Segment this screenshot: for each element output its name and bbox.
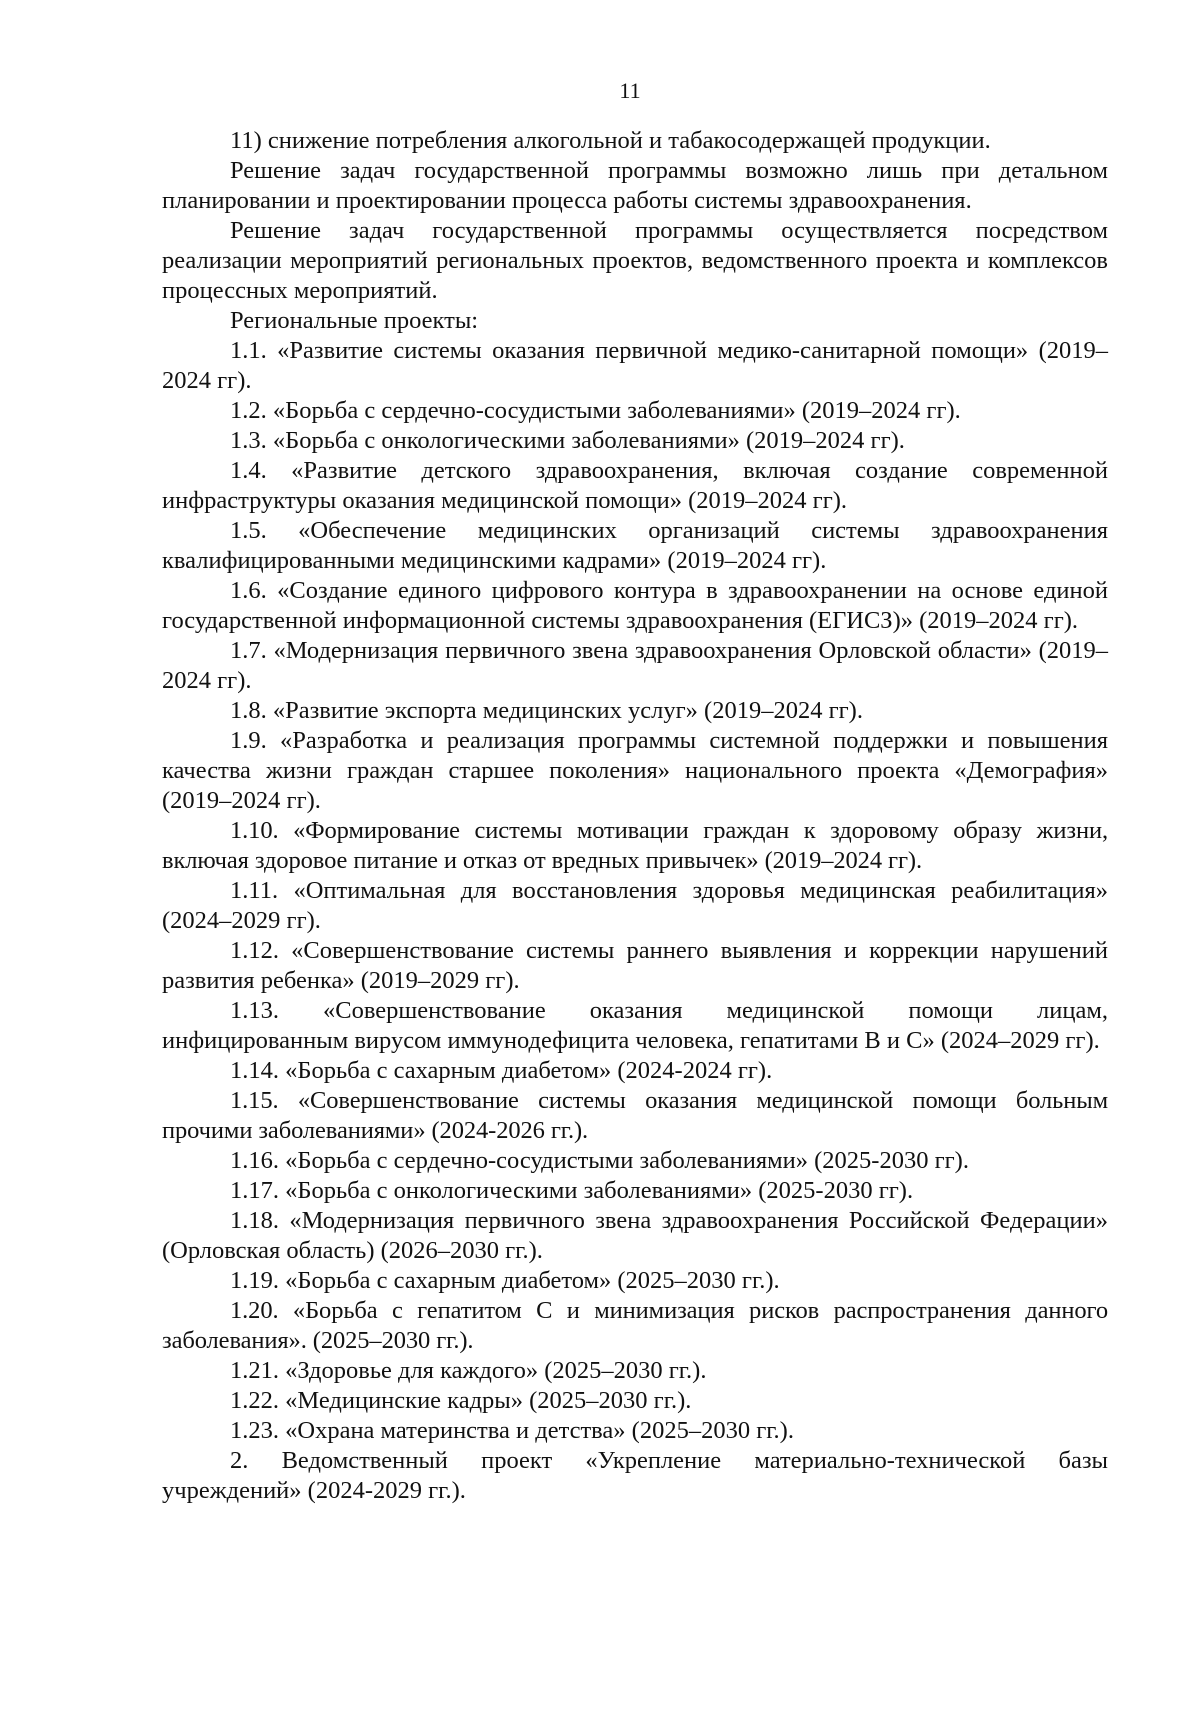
project-item-1-22: 1.22. «Медицинские кадры» (2025–2030 гг.).: [230, 1387, 692, 1414]
project-item-1-15: 1.15. «Совершенствование системы оказания медицинской помощи больным прочими заболеваниями» (2024-2026 гг.).: [162, 1087, 1108, 1144]
project-item-1-14: 1.14. «Борьба с сахарным диабетом» (2024-2024 гг).: [230, 1057, 773, 1084]
paragraph-item-11: 11) снижение потребления алкогольной и табакосодержащей продукции.: [230, 127, 991, 154]
project-item-1-21: 1.21. «Здоровье для каждого» (2025–2030 гг.).: [230, 1357, 707, 1384]
project-item-1-12: 1.12. «Совершенствование системы раннего выявления и коррекции нарушений развития ребенка» (2019–2029 гг).: [162, 937, 1108, 994]
project-item-1-3: 1.3. «Борьба с онкологическими заболеваниями» (2019–2024 гг).: [230, 427, 905, 454]
project-item-1-5: 1.5. «Обеспечение медицинских организаций системы здравоохранения квалифицированными медицинскими кадрами» (2019–2024 гг).: [162, 517, 1108, 574]
project-item-1-11: 1.11. «Оптимальная для восстановления здоровья медицинская реабилитация» (2024–2029 гг).: [162, 877, 1108, 934]
paragraph-program-planning: Решение задач государственной программы возможно лишь при детальном планировании и проектировании процесса работы системы здравоохранения.: [162, 157, 1108, 214]
project-item-1-7: 1.7. «Модернизация первичного звена здравоохранения Орловской области» (2019–2024 гг).: [162, 637, 1108, 694]
document-body: [162, 126, 1108, 1506]
project-item-1-2: 1.2. «Борьба с сердечно-сосудистыми заболеваниями» (2019–2024 гг).: [230, 397, 961, 424]
project-item-1-17: 1.17. «Борьба с онкологическими заболеваниями» (2025-2030 гг).: [230, 1177, 914, 1204]
project-item-1-18: 1.18. «Модернизация первичного звена здравоохранения Российской Федерации» (Орловская область) (2026–2030 гг.).: [162, 1207, 1108, 1264]
paragraph-regional-projects-heading: Региональные проекты:: [230, 307, 479, 334]
project-item-1-4: 1.4. «Развитие детского здравоохранения, включая создание современной инфраструктуры оказания медицинской помощи» (2019–2024 гг).: [162, 457, 1108, 514]
project-item-1-8: 1.8. «Развитие экспорта медицинских услуг» (2019–2024 гг).: [230, 697, 863, 724]
project-item-1-20: 1.20. «Борьба с гепатитом С и минимизация рисков распространения данного заболевания». (2025–2030 гг.).: [162, 1297, 1108, 1354]
project-item-1-9: 1.9. «Разработка и реализация программы системной поддержки и повышения качества жизни граждан старшее поколения» национального проекта «Демография» (2019–2024 гг).: [162, 727, 1108, 814]
project-item-1-23: 1.23. «Охрана материнства и детства» (2025–2030 гг.).: [230, 1417, 794, 1444]
project-item-1-16: 1.16. «Борьба с сердечно-сосудистыми заболеваниями» (2025-2030 гг).: [230, 1147, 969, 1174]
page-number: 11: [619, 78, 641, 103]
departmental-project-item-2: 2. Ведомственный проект «Укрепление материально-технической базы учреждений» (2024-2029 гг.).: [162, 1447, 1108, 1504]
project-item-1-19: 1.19. «Борьба с сахарным диабетом» (2025–2030 гг.).: [230, 1267, 780, 1294]
paragraph-program-implementation: Решение задач государственной программы осуществляется посредством реализации мероприятий региональных проектов, ведомственного проекта и комплексов процессных мероприятий.: [162, 217, 1108, 304]
project-item-1-10: 1.10. «Формирование системы мотивации граждан к здоровому образу жизни, включая здоровое питание и отказ от вредных привычек» (2019–2024 гг).: [162, 817, 1108, 874]
project-item-1-6: 1.6. «Создание единого цифрового контура в здравоохранении на основе единой государственной информационной системы здравоохранения (ЕГИСЗ)» (2019–2024 гг).: [162, 577, 1108, 634]
project-item-1-13: 1.13. «Совершенствование оказания медицинской помощи лицам, инфицированным вирусом иммунодефицита человека, гепатитами В и С» (2024–2029 гг).: [162, 997, 1108, 1054]
project-item-1-1: 1.1. «Развитие системы оказания первичной медико-санитарной помощи» (2019–2024 гг).: [162, 337, 1108, 394]
